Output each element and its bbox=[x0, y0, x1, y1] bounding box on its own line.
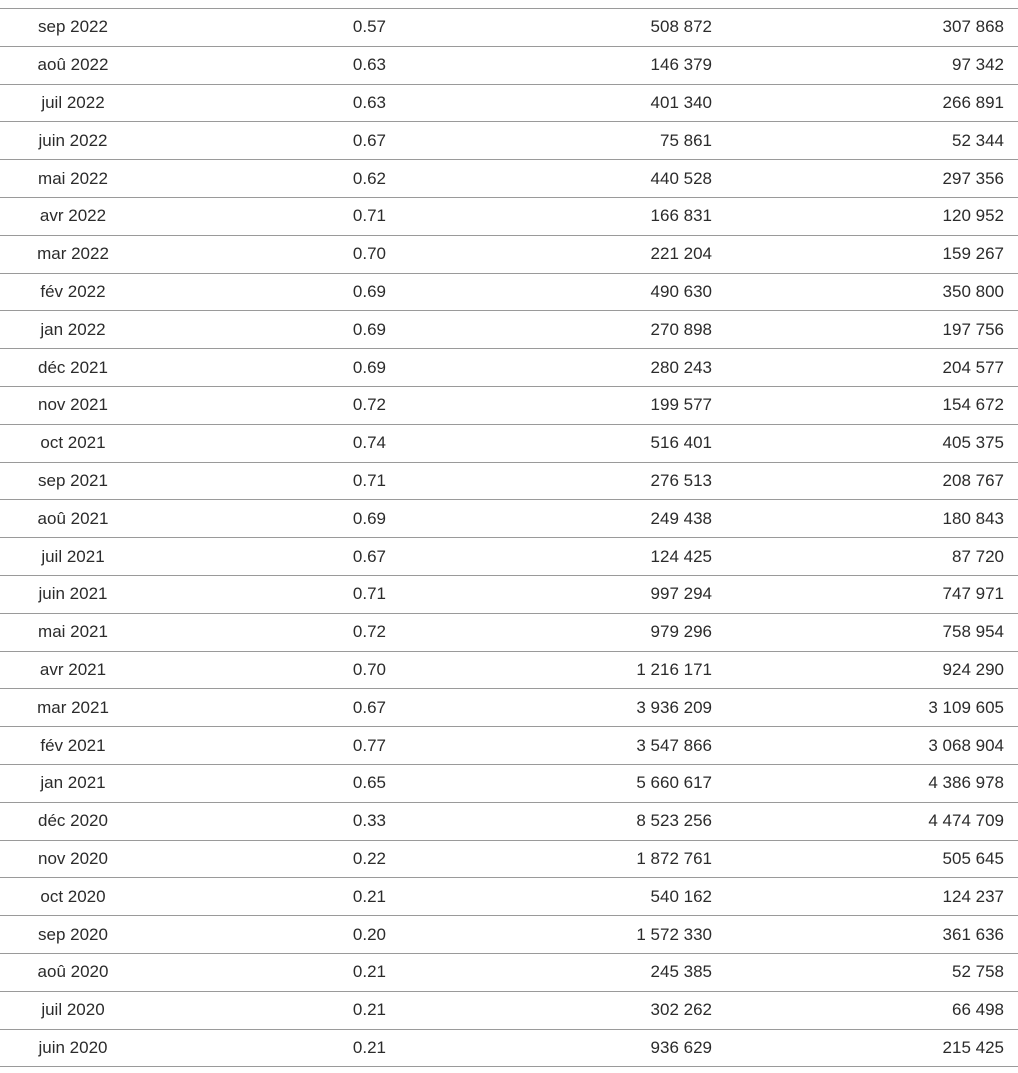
value-a-cell: 1 572 330 bbox=[636, 924, 712, 944]
value-a-cell: 75 861 bbox=[660, 130, 712, 150]
table-row bbox=[0, 953, 1018, 991]
month-cell: mai 2021 bbox=[38, 622, 108, 642]
table-row bbox=[0, 802, 1018, 840]
value-b-cell: 361 636 bbox=[942, 924, 1004, 944]
month-cell: sep 2020 bbox=[38, 924, 108, 944]
value-b-cell: 52 758 bbox=[952, 962, 1004, 982]
table-row bbox=[0, 122, 1018, 160]
month-cell: avr 2021 bbox=[39, 659, 107, 679]
rate-cell: 0.71 bbox=[352, 206, 386, 226]
value-b-cell: 297 356 bbox=[942, 168, 1004, 188]
rate-cell: 0.70 bbox=[352, 244, 386, 264]
month-cell: nov 2020 bbox=[38, 848, 108, 868]
value-a-cell: 540 162 bbox=[650, 886, 712, 906]
table-row bbox=[0, 1029, 1018, 1067]
month-cell: jan 2022 bbox=[40, 319, 106, 339]
table-row bbox=[0, 878, 1018, 916]
rate-cell: 0.63 bbox=[352, 55, 386, 75]
month-cell: juil 2021 bbox=[41, 546, 105, 566]
rate-cell: 0.67 bbox=[352, 697, 386, 717]
table-row bbox=[0, 500, 1018, 538]
rate-cell: 0.67 bbox=[352, 546, 386, 566]
table-row bbox=[0, 840, 1018, 878]
rate-cell: 0.69 bbox=[352, 319, 386, 339]
value-a-cell: 8 523 256 bbox=[636, 811, 712, 831]
value-a-cell: 508 872 bbox=[650, 17, 712, 37]
value-b-cell: 52 344 bbox=[952, 130, 1004, 150]
value-b-cell: 154 672 bbox=[942, 395, 1004, 415]
value-a-cell: 245 385 bbox=[650, 962, 712, 982]
rate-cell: 0.21 bbox=[352, 1037, 386, 1057]
data-table-container bbox=[0, 8, 1018, 1067]
value-a-cell: 302 262 bbox=[650, 1000, 712, 1020]
month-cell: juin 2021 bbox=[38, 584, 108, 604]
month-cell: déc 2021 bbox=[38, 357, 108, 377]
rate-cell: 0.74 bbox=[352, 433, 386, 453]
rate-cell: 0.70 bbox=[352, 659, 386, 679]
value-a-cell: 146 379 bbox=[650, 55, 712, 75]
value-b-cell: 4 474 709 bbox=[928, 811, 1004, 831]
rate-cell: 0.77 bbox=[352, 735, 386, 755]
month-cell: mai 2022 bbox=[38, 168, 108, 188]
table-row bbox=[0, 689, 1018, 727]
value-b-cell: 87 720 bbox=[952, 546, 1004, 566]
value-a-cell: 221 204 bbox=[650, 244, 712, 264]
month-cell: aoû 2022 bbox=[37, 55, 109, 75]
month-cell: juin 2022 bbox=[38, 130, 108, 150]
value-b-cell: 4 386 978 bbox=[928, 773, 1004, 793]
value-b-cell: 66 498 bbox=[952, 1000, 1004, 1020]
table-row bbox=[0, 160, 1018, 198]
value-b-cell: 215 425 bbox=[942, 1037, 1004, 1057]
value-b-cell: 405 375 bbox=[942, 433, 1004, 453]
rate-cell: 0.72 bbox=[352, 395, 386, 415]
rate-cell: 0.20 bbox=[352, 924, 386, 944]
value-a-cell: 516 401 bbox=[650, 433, 712, 453]
table-row bbox=[0, 424, 1018, 462]
month-cell: sep 2021 bbox=[38, 470, 108, 490]
table-row bbox=[0, 538, 1018, 576]
value-a-cell: 440 528 bbox=[650, 168, 712, 188]
value-a-cell: 979 296 bbox=[650, 622, 712, 642]
table-row bbox=[0, 349, 1018, 387]
month-cell: juil 2020 bbox=[41, 1000, 105, 1020]
rate-cell: 0.69 bbox=[352, 357, 386, 377]
value-a-cell: 401 340 bbox=[650, 92, 712, 112]
value-a-cell: 276 513 bbox=[650, 470, 712, 490]
rate-cell: 0.21 bbox=[352, 962, 386, 982]
month-cell: mar 2022 bbox=[37, 244, 109, 264]
rate-cell: 0.71 bbox=[352, 470, 386, 490]
value-a-cell: 3 547 866 bbox=[636, 735, 712, 755]
table-row bbox=[0, 235, 1018, 273]
month-cell: oct 2021 bbox=[40, 433, 106, 453]
month-cell: sep 2022 bbox=[38, 17, 108, 37]
table-row bbox=[0, 727, 1018, 765]
value-a-cell: 1 216 171 bbox=[636, 659, 712, 679]
table-row bbox=[0, 916, 1018, 954]
rate-cell: 0.65 bbox=[352, 773, 386, 793]
rate-cell: 0.72 bbox=[352, 622, 386, 642]
month-cell: juil 2022 bbox=[41, 92, 105, 112]
month-cell: fév 2021 bbox=[40, 735, 106, 755]
value-a-cell: 5 660 617 bbox=[636, 773, 712, 793]
value-b-cell: 307 868 bbox=[942, 17, 1004, 37]
value-b-cell: 505 645 bbox=[942, 848, 1004, 868]
value-b-cell: 120 952 bbox=[942, 206, 1004, 226]
month-cell: jan 2021 bbox=[40, 773, 106, 793]
table-row bbox=[0, 575, 1018, 613]
table-row bbox=[0, 462, 1018, 500]
month-cell: aoû 2020 bbox=[37, 962, 109, 982]
table-row bbox=[0, 991, 1018, 1029]
value-b-cell: 747 971 bbox=[942, 584, 1004, 604]
value-b-cell: 97 342 bbox=[952, 55, 1004, 75]
rate-cell: 0.69 bbox=[352, 508, 386, 528]
value-a-cell: 490 630 bbox=[650, 281, 712, 301]
value-b-cell: 3 068 904 bbox=[928, 735, 1004, 755]
table-row bbox=[0, 386, 1018, 424]
value-b-cell: 350 800 bbox=[942, 281, 1004, 301]
table-row bbox=[0, 613, 1018, 651]
table-row bbox=[0, 9, 1018, 47]
rate-cell: 0.69 bbox=[352, 281, 386, 301]
value-a-cell: 249 438 bbox=[650, 508, 712, 528]
value-b-cell: 924 290 bbox=[942, 659, 1004, 679]
monthly-data-table bbox=[0, 8, 1018, 1067]
month-cell: nov 2021 bbox=[38, 395, 108, 415]
rate-cell: 0.71 bbox=[352, 584, 386, 604]
rate-cell: 0.22 bbox=[352, 848, 386, 868]
month-cell: fév 2022 bbox=[40, 281, 106, 301]
value-a-cell: 3 936 209 bbox=[636, 697, 712, 717]
rate-cell: 0.67 bbox=[352, 130, 386, 150]
value-b-cell: 3 109 605 bbox=[928, 697, 1004, 717]
value-a-cell: 199 577 bbox=[650, 395, 712, 415]
rate-cell: 0.57 bbox=[352, 17, 386, 37]
rate-cell: 0.33 bbox=[352, 811, 386, 831]
month-cell: déc 2020 bbox=[38, 811, 108, 831]
month-cell: aoû 2021 bbox=[37, 508, 109, 528]
value-b-cell: 204 577 bbox=[942, 357, 1004, 377]
month-cell: oct 2020 bbox=[40, 886, 106, 906]
value-b-cell: 266 891 bbox=[942, 92, 1004, 112]
value-b-cell: 124 237 bbox=[942, 886, 1004, 906]
value-a-cell: 1 872 761 bbox=[636, 848, 712, 868]
month-cell: mar 2021 bbox=[37, 697, 109, 717]
month-cell: avr 2022 bbox=[39, 206, 107, 226]
value-a-cell: 270 898 bbox=[650, 319, 712, 339]
value-b-cell: 180 843 bbox=[942, 508, 1004, 528]
table-row bbox=[0, 651, 1018, 689]
value-b-cell: 197 756 bbox=[942, 319, 1004, 339]
value-b-cell: 159 267 bbox=[942, 244, 1004, 264]
value-a-cell: 997 294 bbox=[650, 584, 712, 604]
value-a-cell: 166 831 bbox=[650, 206, 712, 226]
rate-cell: 0.62 bbox=[352, 168, 386, 188]
month-cell: juin 2020 bbox=[38, 1037, 108, 1057]
rate-cell: 0.21 bbox=[352, 1000, 386, 1020]
rate-cell: 0.21 bbox=[352, 886, 386, 906]
value-b-cell: 208 767 bbox=[942, 470, 1004, 490]
table-row bbox=[0, 197, 1018, 235]
value-a-cell: 280 243 bbox=[650, 357, 712, 377]
value-a-cell: 936 629 bbox=[650, 1037, 712, 1057]
table-row bbox=[0, 273, 1018, 311]
table-row bbox=[0, 84, 1018, 122]
value-a-cell: 124 425 bbox=[650, 546, 712, 566]
value-b-cell: 758 954 bbox=[942, 622, 1004, 642]
table-row bbox=[0, 311, 1018, 349]
table-body bbox=[0, 9, 1018, 1067]
table-row bbox=[0, 46, 1018, 84]
rate-cell: 0.63 bbox=[352, 92, 386, 112]
table-row bbox=[0, 764, 1018, 802]
